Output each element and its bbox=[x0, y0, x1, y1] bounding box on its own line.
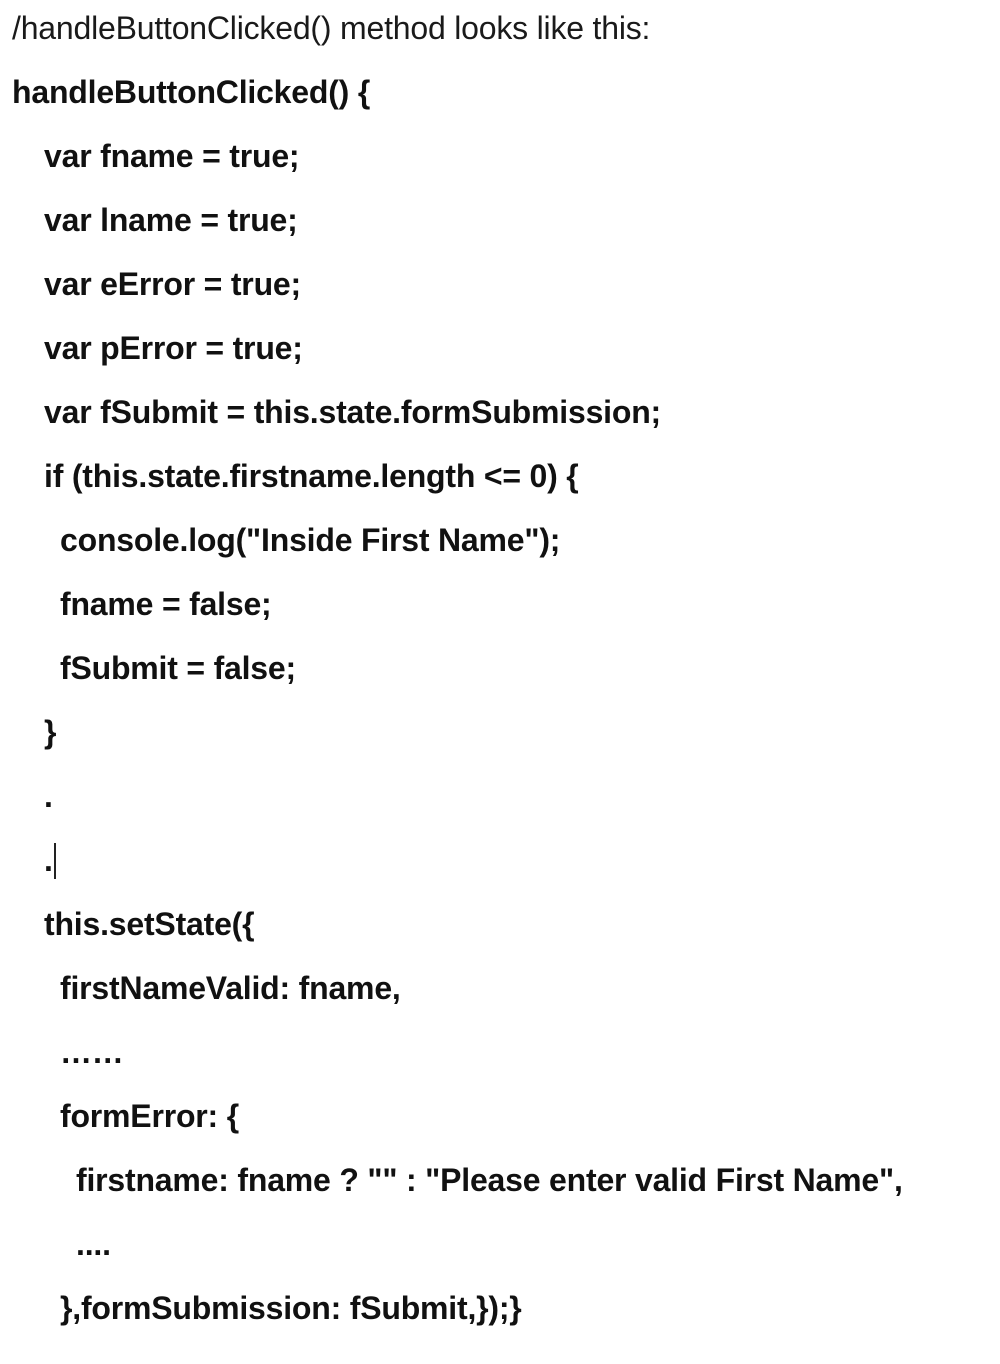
code-line-with-caret[interactable] bbox=[44, 836, 56, 884]
code-line: var fSubmit = this.state.formSubmission; bbox=[44, 394, 662, 430]
code-line: firstname: fname ? "" : "Please enter valid First Name", bbox=[76, 1162, 903, 1198]
code-line: formError: { bbox=[60, 1098, 239, 1134]
intro-text: /handleButtonClicked() method looks like this: bbox=[12, 10, 651, 46]
code-line: fname = false; bbox=[60, 586, 272, 622]
code-line: var eError = true; bbox=[44, 266, 301, 302]
code-line: },formSubmission: fSubmit,});} bbox=[60, 1290, 522, 1326]
code-line: .... bbox=[76, 1226, 111, 1262]
code-line: var fname = true; bbox=[44, 138, 300, 174]
code-line: fSubmit = false; bbox=[60, 650, 296, 686]
code-line: if (this.state.firstname.length <= 0) { bbox=[44, 458, 579, 494]
code-line: handleButtonClicked() { bbox=[12, 74, 371, 110]
code-line: var lname = true; bbox=[44, 202, 298, 238]
code-line: firstNameValid: fname, bbox=[60, 970, 401, 1006]
code-line-text: . bbox=[44, 842, 53, 878]
code-line: } bbox=[44, 714, 57, 750]
code-line: var pError = true; bbox=[44, 330, 303, 366]
code-line: this.setState({ bbox=[44, 906, 255, 942]
code-line: console.log("Inside First Name"); bbox=[60, 522, 561, 558]
text-caret bbox=[54, 843, 56, 879]
code-line: …… bbox=[60, 1034, 124, 1070]
code-line: . bbox=[44, 778, 53, 814]
